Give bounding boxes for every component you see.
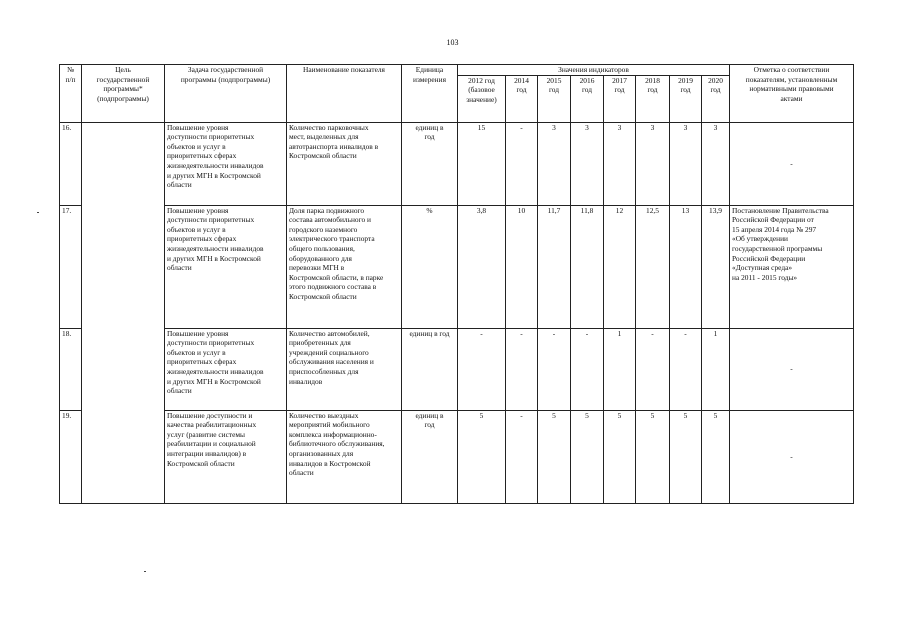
header-year-2020: 2020 год xyxy=(702,75,730,122)
row-16-num: 16. xyxy=(60,122,82,205)
row-19-value-2019: 5 xyxy=(670,410,702,503)
row-17-legal: Постановление Правительства Российской Федерации от 15 апреля 2014 года № 297 «Об утверждении государственной программы Российской Федерации «Доступная среда» на 2011 - 2015 годы» xyxy=(730,205,854,328)
row-18-value-2014: - xyxy=(506,328,538,410)
row-17-value-2018: 12,5 xyxy=(636,205,670,328)
row-16-value-2020: 3 xyxy=(702,122,730,205)
row-16-value-2017: 3 xyxy=(604,122,636,205)
row-17-value-2015: 11,7 xyxy=(538,205,571,328)
row-17-num: 17. xyxy=(60,205,82,328)
header-task: Задача государственной программы (подпрограммы) xyxy=(165,65,287,123)
page-number: 103 xyxy=(446,38,459,47)
row-16-value-2019: 3 xyxy=(670,122,702,205)
header-values-group: Значения индикаторов xyxy=(458,65,730,76)
row-16-unit: единиц в год xyxy=(402,122,458,205)
row-18-legal: - xyxy=(730,328,854,410)
row-19-value-2020: 5 xyxy=(702,410,730,503)
row-19-num: 19. xyxy=(60,410,82,503)
header-year-2018: 2018 год xyxy=(636,75,670,122)
row-18-task: Повышение уровня доступности приоритетных объектов и услуг в приоритетных сферах жизнедеятельности инвалидов и других МГН в Костромской области xyxy=(165,328,287,410)
row-19-value-2016: 5 xyxy=(571,410,604,503)
row-19-task: Повышение доступности и качества реабилитационных услуг (развитие системы реабилитации и социальной интеграции инвалидов) в Костромской области xyxy=(165,410,287,503)
header-year-2014: 2014 год xyxy=(506,75,538,122)
row-19-value-2015: 5 xyxy=(538,410,571,503)
header-year-2015: 2015 год xyxy=(538,75,571,122)
row-17-task: Повышение уровня доступности приоритетных объектов и услуг в приоритетных сферах жизнедеятельности инвалидов и других МГН в Костромской области xyxy=(165,205,287,328)
row-17-value-2019: 13 xyxy=(670,205,702,328)
row-18-value-2018: - xyxy=(636,328,670,410)
header-year-2012: 2012 год (базовое значение) xyxy=(458,75,506,122)
row-19-value-2014: - xyxy=(506,410,538,503)
row-17-unit: % xyxy=(402,205,458,328)
row-18-indicator: Количество автомобилей, приобретенных для учреждений социального обслуживания населения и приспособленных для инвалидов xyxy=(287,328,402,410)
row-16-indicator: Количество парковочных мест, выделенных для автотранспорта инвалидов в Костромской области xyxy=(287,122,402,205)
header-year-2017: 2017 год xyxy=(604,75,636,122)
header-year-2016: 2016 год xyxy=(571,75,604,122)
row-19-value-2017: 5 xyxy=(604,410,636,503)
row-16-value-2018: 3 xyxy=(636,122,670,205)
header-num: № п/п xyxy=(60,65,82,123)
row-17-value-2020: 13,9 xyxy=(702,205,730,328)
row-19-legal: - xyxy=(730,410,854,503)
scan-speck xyxy=(144,571,146,572)
row-19-unit: единиц в год xyxy=(402,410,458,503)
row-16-legal: - xyxy=(730,122,854,205)
row-16-value-2016: 3 xyxy=(571,122,604,205)
row-19-indicator: Количество выездных мероприятий мобильного комплекса информационно- библиотечного обслуживания, организованных для инвалидов в Костромской области xyxy=(287,410,402,503)
row-17-value-2016: 11,8 xyxy=(571,205,604,328)
row-18-value-2012: - xyxy=(458,328,506,410)
header-year-2019: 2019 год xyxy=(670,75,702,122)
header-unit: Единица измерения xyxy=(402,65,458,123)
row-18-value-2019: - xyxy=(670,328,702,410)
row-17-value-2017: 12 xyxy=(604,205,636,328)
goal-cell xyxy=(82,122,165,503)
row-18-value-2015: - xyxy=(538,328,571,410)
header-indicator: Наименование показателя xyxy=(287,65,402,123)
row-18-value-2016: - xyxy=(571,328,604,410)
row-16-value-2015: 3 xyxy=(538,122,571,205)
row-18-value-2017: 1 xyxy=(604,328,636,410)
row-18-unit: единиц в год xyxy=(402,328,458,410)
scan-speck xyxy=(37,212,39,213)
row-17-value-2012: 3,8 xyxy=(458,205,506,328)
row-16-value-2012: 15 xyxy=(458,122,506,205)
row-18-num: 18. xyxy=(60,328,82,410)
row-19-value-2018: 5 xyxy=(636,410,670,503)
header-legal: Отметка о соответствии показателям, установленным нормативными правовыми актами xyxy=(730,65,854,123)
row-17-indicator: Доля парка подвижного состава автомобильного и городского наземного электрического транспорта общего пользования, оборудованного для перевозки МГН в Костромской области, в парке этого подвижного состава в Костромской области xyxy=(287,205,402,328)
row-18-value-2020: 1 xyxy=(702,328,730,410)
row-17-value-2014: 10 xyxy=(506,205,538,328)
indicator-table xyxy=(59,64,854,504)
row-19-value-2012: 5 xyxy=(458,410,506,503)
row-16-value-2014: - xyxy=(506,122,538,205)
row-16-task: Повышение уровня доступности приоритетных объектов и услуг в приоритетных сферах жизнедеятельности инвалидов и других МГН в Костромской области xyxy=(165,122,287,205)
header-goal: Цель государственной программы* (подпрограммы) xyxy=(82,65,165,123)
